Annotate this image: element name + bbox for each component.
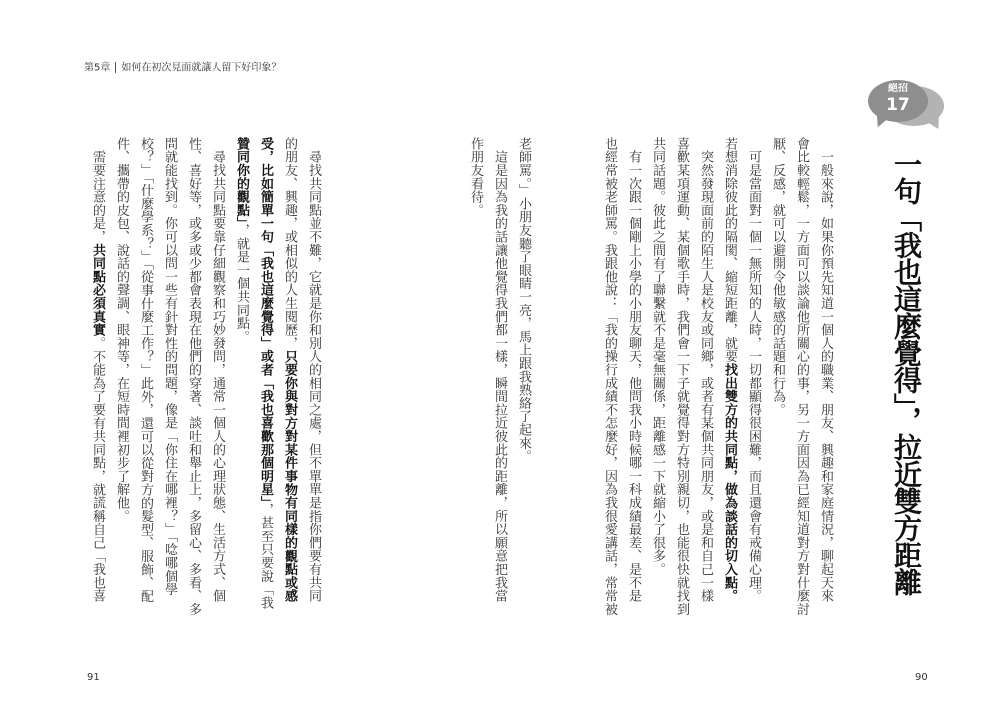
body-text: 老師罵。」小朋友聽了眼睛一亮，馬上跟我熟絡了起來。: [516, 137, 531, 463]
text-column: [253, 137, 277, 642]
body-text: 的朋友、興趣，或相似的人生閱歷，: [282, 137, 297, 350]
text-column: [789, 137, 813, 642]
text-column: [157, 137, 181, 642]
running-header: [84, 62, 281, 75]
text-column: [669, 137, 693, 642]
body-text: ，甚至只要說「我: [258, 502, 273, 610]
text-column: [181, 137, 205, 642]
text-column: [741, 137, 765, 642]
body-text: 校？」「什麼學系？」「從事什麼工作？」此外，還可以從對方的髮型、服飾、配: [138, 137, 153, 603]
body-text: 可是當面對一個一無所知的人時，一切都顯得很困難，而且還會有戒備心理。: [746, 137, 761, 603]
emphasis-text: 找出雙方的共同點，做為談話的切入點。: [722, 363, 737, 603]
text-column: [717, 137, 741, 642]
body-text: 性、喜好等，或多或少都會表現在他們的穿著、談吐和舉止上，多留心、多看、多: [186, 137, 201, 616]
badge-number: 17: [886, 96, 910, 115]
body-text: 問就能找到。你可以問一些有針對性的問題，像是「你住在哪裡？」「唸哪個學: [162, 137, 177, 596]
body-text: 喜歡某項運動、某個歌手時，我們會一下子就覺得對方特別親切，也能很快就找到: [674, 137, 689, 616]
text-column: [765, 137, 789, 642]
text-column: [621, 137, 645, 642]
left-page-body-top: [463, 137, 535, 642]
text-column: [463, 137, 487, 642]
page-number-right: 90: [915, 672, 928, 683]
right-page-body: [597, 137, 837, 642]
text-column: [813, 137, 837, 642]
chapter-title: 如何在初次見面就讓人留下好印象？: [121, 62, 282, 74]
text-column: [205, 137, 229, 642]
text-column: [229, 137, 253, 642]
text-column: [645, 137, 669, 642]
body-text: 會比較輕鬆，一方面可以談論他所關心的事，另一方面因為已經知道對方對什麼討: [794, 137, 809, 616]
body-text: 尋找共同點並不難，它就是你和別人的相同之處，但不單單是指你們要有共同: [306, 137, 321, 603]
body-text: 。不能為了要有共同點，就謊稱自己「我也喜: [90, 336, 105, 603]
text-column: [277, 137, 301, 642]
body-text: 也經常被老師罵。我跟他說：「我的操行成績不怎麼好，因為我很愛講話，常常被: [602, 137, 617, 616]
text-column: [109, 137, 133, 642]
text-column: [133, 137, 157, 642]
body-text: 作朋友看待。: [468, 137, 483, 217]
page-number-left: 91: [87, 672, 100, 683]
body-text: 尋找共同點要靠仔細觀察和巧妙發問，通常一個人的心理狀態、生活方式、個: [210, 137, 225, 603]
left-page-body: [85, 137, 325, 642]
tip-badge: [866, 80, 948, 138]
emphasis-text: 共同點必須真實: [90, 243, 105, 337]
body-text: 件、攜帶的皮包、說話的聲調、眼神等，在短時間裡初步了解他。: [114, 137, 129, 523]
body-text: 厭、反感，就可以避開令他敏感的話題和行為。: [770, 137, 785, 417]
text-column: [301, 137, 325, 642]
text-column: [597, 137, 621, 642]
text-column: [511, 137, 535, 642]
body-text: 需要注意的是，: [90, 137, 105, 244]
emphasis-text: 只要你與對方對某件事物有同樣的觀點或感: [282, 349, 297, 603]
header-divider: [115, 62, 116, 73]
body-text: 一般來說，如果你預先知道一個人的職業、朋友、興趣和家庭情況，聊起天來: [818, 137, 833, 603]
emphasis-text: 受，比如簡單一句「我也這麼覺得」或者「我也喜歡那個明星」: [258, 137, 273, 503]
body-text: 這是因為我的話讓他覺得我們都一樣，瞬間拉近彼此的距離，所以願意把我當: [492, 137, 507, 603]
badge-label: 絕招: [888, 83, 908, 94]
body-text: 有一次跟一個剛上小學的小朋友聊天，他問我小時候哪一科成績最差、是不是: [626, 137, 641, 603]
body-text: 共同話題。彼此之間有了聯繫就不是毫無關係，距離感一下就縮小了很多。: [650, 137, 665, 576]
section-title: 一句「我也這麼覺得」，拉近雙方距離: [890, 150, 923, 595]
body-text: 若想消除彼此的隔閡、縮短距離，就要: [722, 137, 737, 364]
body-text: ，就是一個共同點。: [234, 223, 249, 344]
text-column: [487, 137, 511, 642]
text-column: [85, 137, 109, 642]
body-text: 突然發現面前的陌生人是校友或同鄉，或者有某個共同朋友，或是和自己一樣: [698, 137, 713, 603]
emphasis-text: 贊同你的觀點」: [234, 137, 249, 224]
text-column: [693, 137, 717, 642]
chapter-number: 第5章: [84, 62, 111, 74]
